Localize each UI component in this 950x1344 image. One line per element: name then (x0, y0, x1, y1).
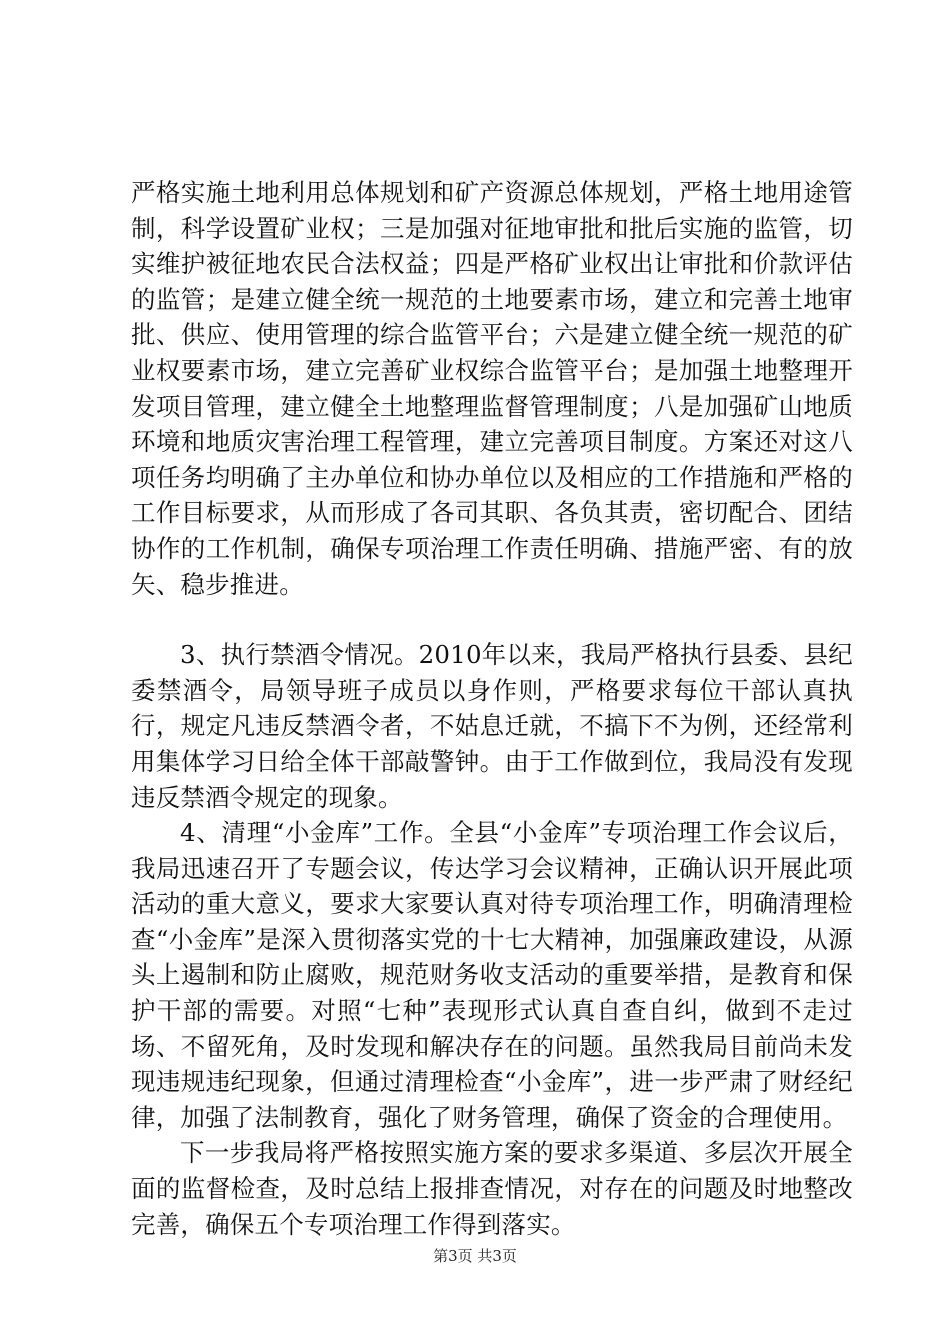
paragraph-tasks-continued: 严格实施土地利用总体规划和矿产资源总体规划，严格土地用途管制，科学设置矿业权；三是加强对征地审批和批后实施的监管，切实维护被征地农民合法权益；四是严格矿业权出让审批和价款评估的监管；是建立健全统一规范的土地要素市场，建立和完善土地审批、供应、使用管理的综合监管平台；六是建立健全统一规范的矿业权要素市场，建立完善矿业权综合监管平台；是加强土地整理开发项目管理，建立健全土地整理监督管理制度；八是加强矿山地质环境和地质灾害治理工程管理，建立完善项目制度。方案还对这八项任务均明确了主办单位和协办单位以及相应的工作措施和严格的工作目标要求，从而形成了各司其职、各负其责，密切配合、团结协作的工作机制，确保专项治理工作责任明确、措施严密、有的放矢、稳步推进。 (131, 178, 853, 599)
document-body (131, 175, 853, 1242)
paragraph-small-treasury: 4、清理“小金库”工作。全县“小金库”专项治理工作会议后，我局迅速召开了专题会议，传达学习会议精神，正确认识开展此项活动的重大意义，要求大家要认真对待专项治理工作，明确清理检查“小金库”是深入贯彻落实党的十七大精神，加强廉政建设，从源头上遏制和防止腐败，规范财务收支活动的重要举措，是教育和保护干部的需要。对照“七种”表现形式认真自查自纠，做到不走过场、不留死角，及时发现和解决存在的问题。虽然我局目前尚未发现违规违纪现象，但通过清理检查“小金库”，进一步严肃了财经纪律，加强了法制教育，强化了财务管理，确保了资金的合理使用。 (131, 818, 853, 1132)
paragraph-next-steps: 下一步我局将严格按照实施方案的要求多渠道、多层次开展全面的监督检查，及时总结上报排查情况，对存在的问题及时地整改完善，确保五个专项治理工作得到落实。 (131, 1138, 853, 1239)
paragraph-alcohol-ban: 3、执行禁酒令情况。2010年以来，我局严格执行县委、县纪委禁酒令，局领导班子成员以身作则，严格要求每位干部认真执行，规定凡违反禁酒令者，不姑息迁就，不搞下不为例，还经常利用集体学习日给全体干部敲警钟。由于工作做到位，我局没有发现违反禁酒令规定的现象。 (131, 640, 853, 812)
page-footer: 第3页 共3页 (433, 1247, 517, 1265)
